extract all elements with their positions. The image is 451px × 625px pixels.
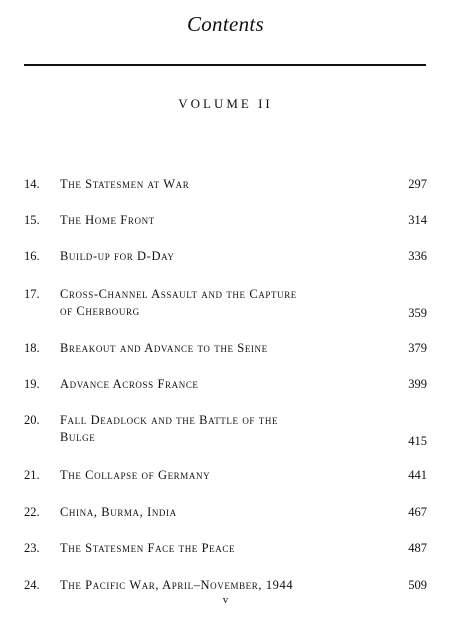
chapter-number: 21. [24, 468, 40, 482]
chapter-title: Breakout and Advance to the Seine [60, 341, 268, 355]
chapter-number: 24. [24, 578, 40, 592]
page-number: 379 [408, 341, 427, 355]
chapter-title: Advance Across France [60, 377, 199, 391]
page-number: 415 [408, 434, 427, 448]
chapter-title: The Home Front [60, 213, 155, 227]
volume-label: VOLUME II [178, 96, 273, 111]
page-number: 359 [408, 306, 427, 320]
chapter-number: 18. [24, 341, 40, 355]
chapter-number: 20. [24, 413, 40, 427]
page-number: 487 [408, 541, 427, 555]
page-number: 467 [408, 505, 427, 519]
chapter-number: 15. [24, 213, 40, 227]
chapter-title: The Statesmen Face the Peace [60, 541, 236, 555]
page-folio: v [222, 594, 229, 606]
chapter-number: 17. [24, 287, 40, 301]
chapter-number: 16. [24, 249, 40, 263]
chapter-number: 19. [24, 377, 40, 391]
chapter-number: 23. [24, 541, 40, 555]
chapter-title: The Statesmen at War [60, 177, 190, 191]
page-number: 314 [408, 213, 427, 227]
page-number: 399 [408, 377, 427, 391]
contents-heading: Contents [186, 12, 265, 36]
chapter-title: The Collapse of Germany [60, 468, 211, 482]
chapter-title: Cross-Channel Assault and the Capture of Cherbourg [60, 287, 297, 318]
chapter-title: Fall Deadlock and the Battle of the Bulge [60, 413, 279, 444]
page-number: 336 [408, 249, 427, 263]
chapter-number: 14. [24, 177, 40, 191]
page-number: 509 [408, 578, 427, 592]
chapter-number: 22. [24, 505, 40, 519]
page-number: 441 [408, 468, 427, 482]
chapter-title: The Pacific War, April–November, 1944 [60, 578, 294, 592]
page-number: 297 [408, 177, 427, 191]
chapter-title: China, Burma, India [60, 505, 177, 519]
chapter-title: Build-up for D-Day [60, 249, 175, 263]
